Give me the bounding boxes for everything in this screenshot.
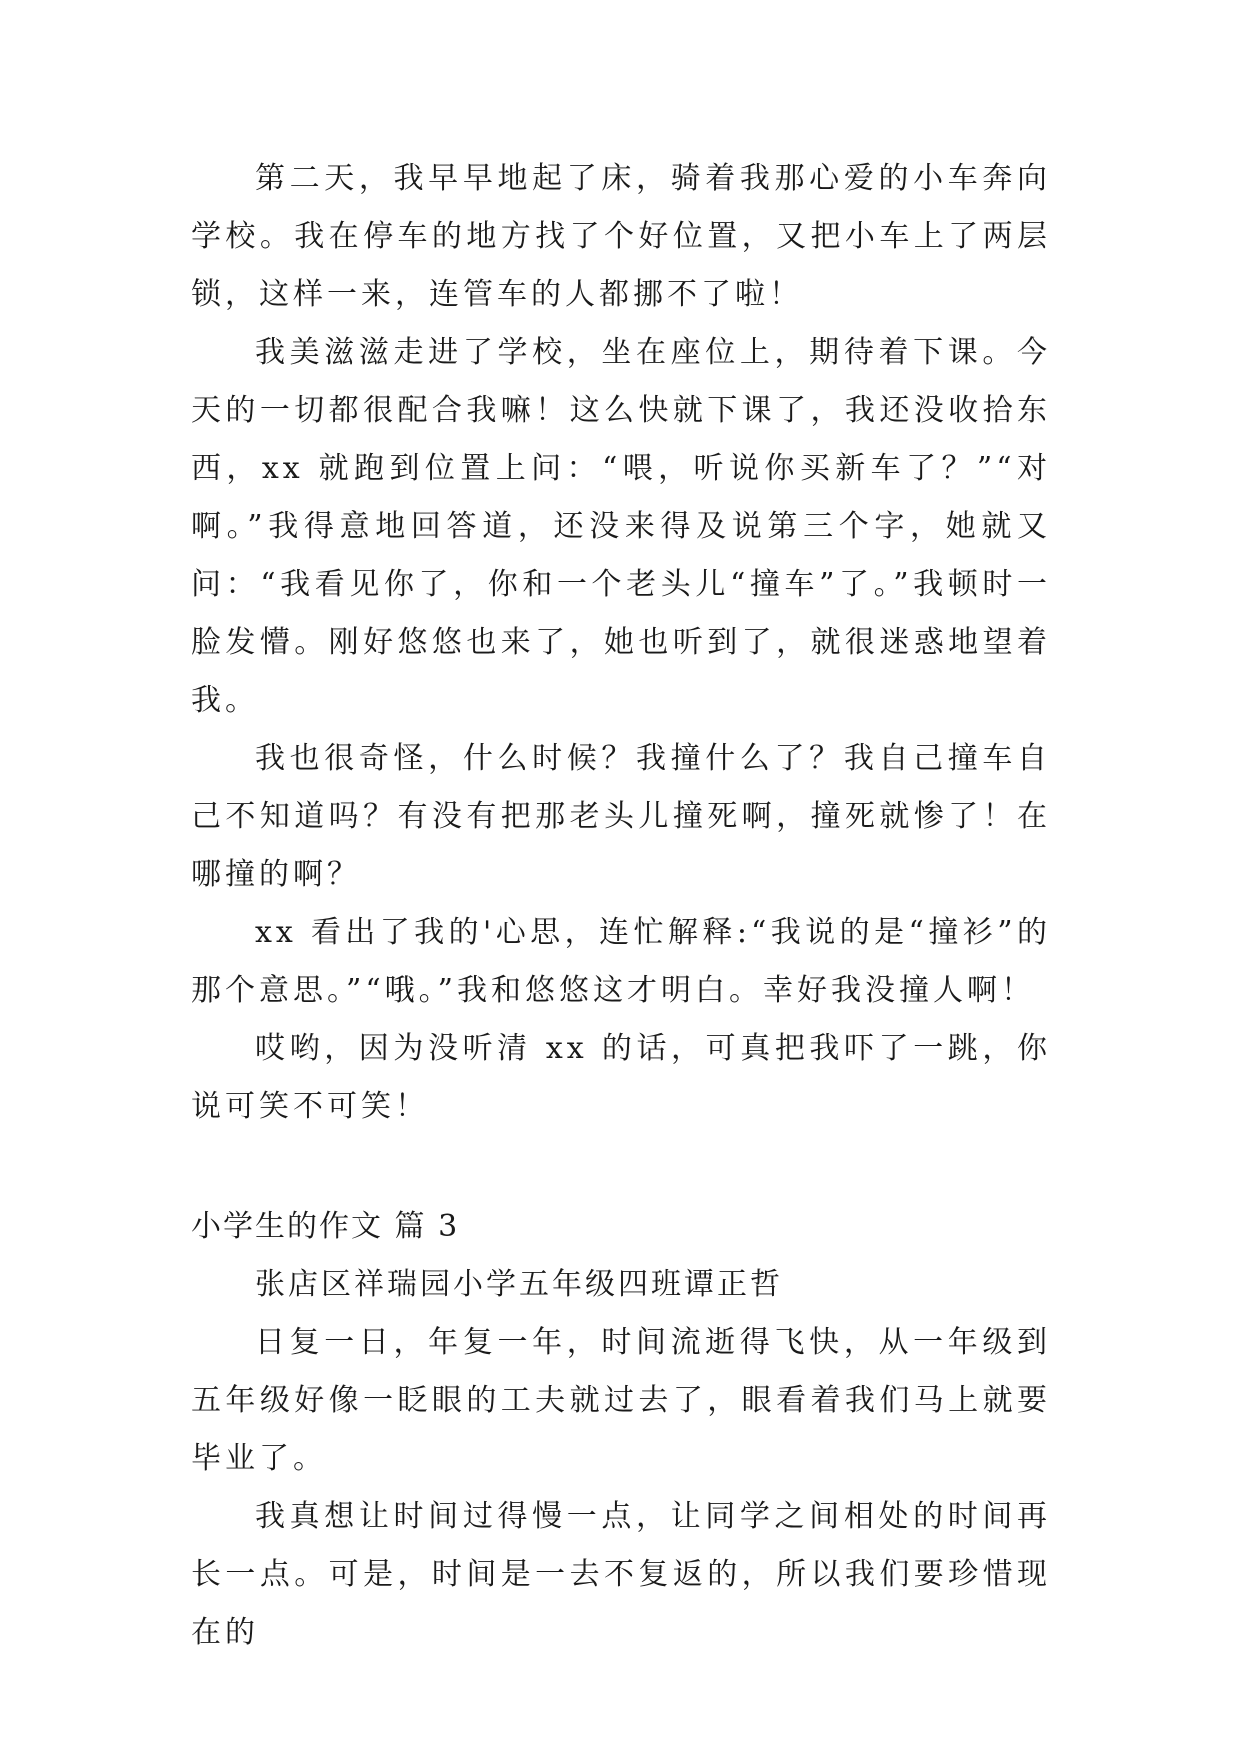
paragraph: 第二天，我早早地起了床，骑着我那心爱的小车奔向学校。我在停车的地方找了个好位置，又把小车上了两层锁，这样一来，连管车的人都挪不了啦！ bbox=[191, 161, 1051, 312]
author-byline: 张店区祥瑞园小学五年级四班谭正哲 bbox=[255, 1267, 783, 1302]
paragraph: xx 看出了我的'心思，连忙解释:“我说的是“撞衫”的那个意思。”“哦。”我和悠悠这才明白。幸好我没撞人啊！ bbox=[191, 915, 1051, 1008]
paragraph: 我美滋滋走进了学校，坐在座位上，期待着下课。今天的一切都很配合我嘛！这么快就下课了，我还没收拾东西，xx 就跑到位置上问：“喂，听说你买新车了？”“对啊。”我得意地回答道，还没来得及说第三个字，她就又问：“我看见你了，你和一个老头儿“撞车”了。”我顿时一脸发懵。刚好悠悠也来了，她也听到了，就很迷惑地望着我。 bbox=[191, 335, 1051, 718]
paragraph: 日复一日，年复一年，时间流逝得飞快，从一年级到五年级好像一眨眼的工夫就过去了，眼看着我们马上就要毕业了。 bbox=[191, 1325, 1051, 1476]
paragraph: 我真想让时间过得慢一点，让同学之间相处的时间再长一点。可是，时间是一去不复返的，所以我们要珍惜现在的 bbox=[191, 1499, 1051, 1650]
document-page bbox=[191, 150, 1051, 1662]
paragraph: 我也很奇怪，什么时候？我撞什么了？我自己撞车自己不知道吗？有没有把那老头儿撞死啊，撞死就惨了！在哪撞的啊？ bbox=[191, 741, 1051, 892]
section-heading: 小学生的作文 篇 3 bbox=[191, 1209, 460, 1244]
paragraph: 哎哟，因为没听清 xx 的话，可真把我吓了一跳，你说可笑不可笑！ bbox=[191, 1031, 1051, 1124]
